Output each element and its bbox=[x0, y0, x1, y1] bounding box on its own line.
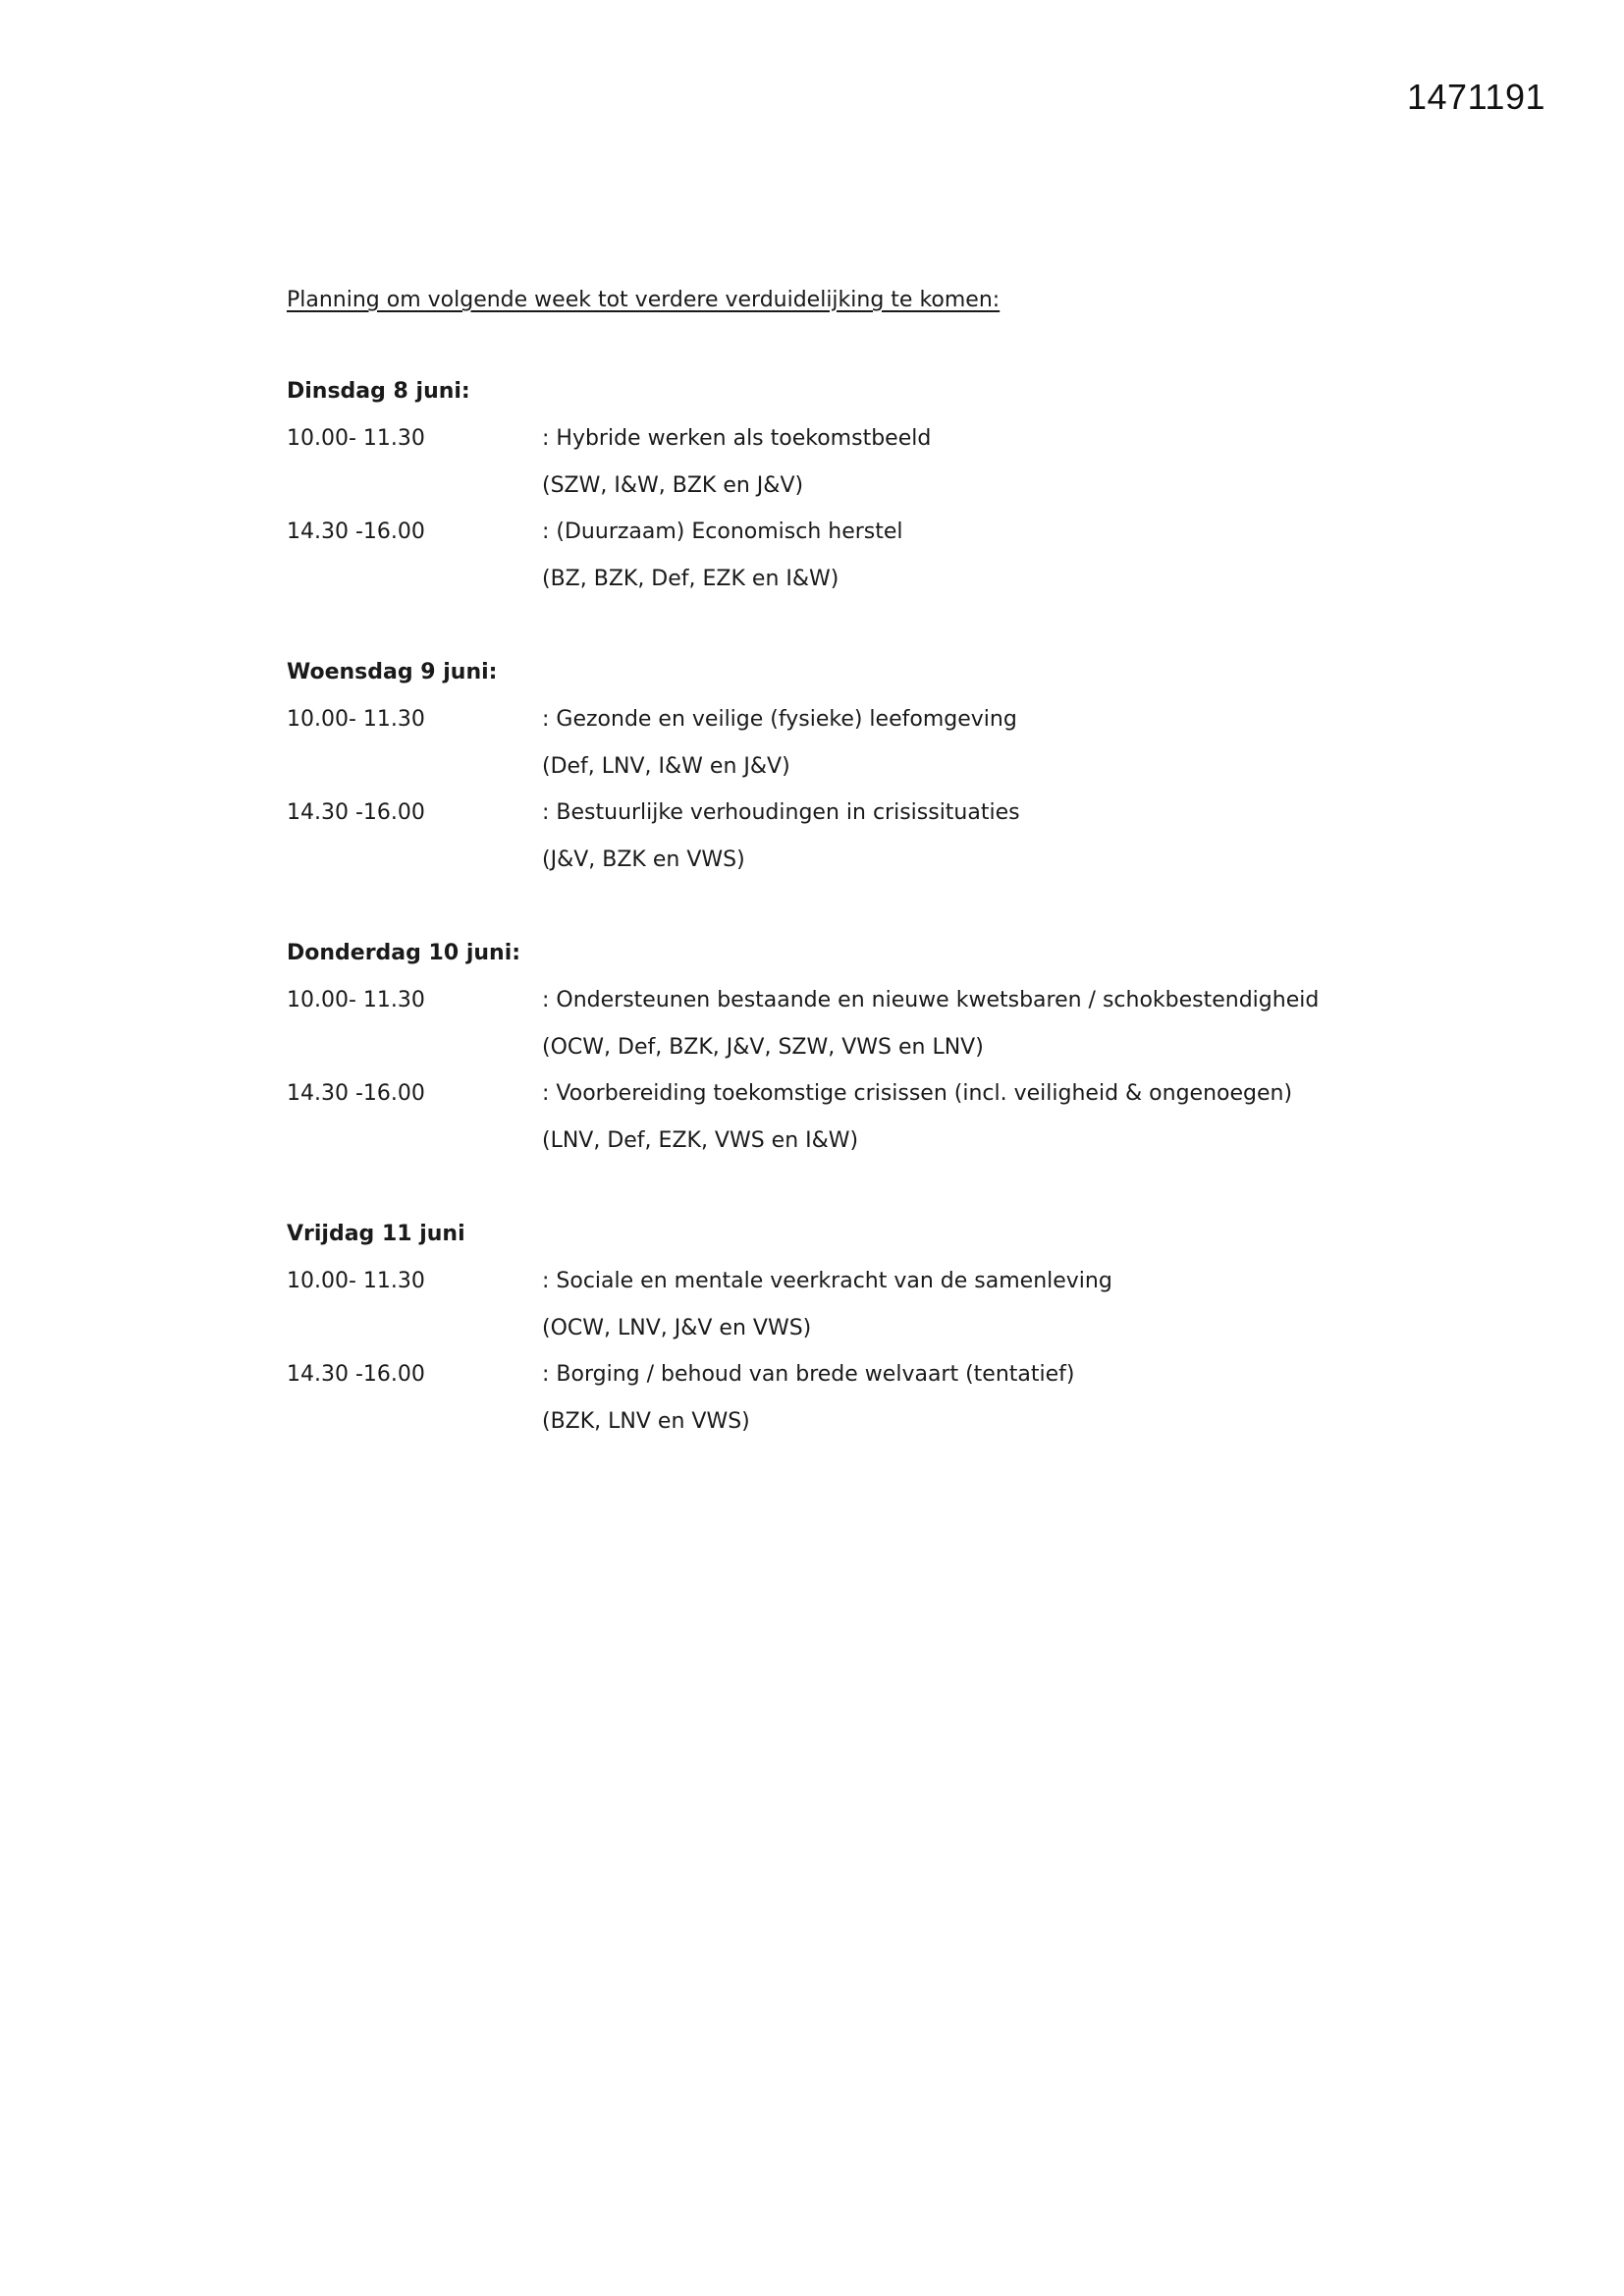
session-time: 14.30 -16.00 bbox=[287, 519, 425, 544]
session-row bbox=[287, 1357, 1465, 1404]
session-row bbox=[287, 515, 1465, 562]
indent-spacer bbox=[287, 1030, 542, 1076]
session-time: 10.00- 11.30 bbox=[287, 426, 425, 451]
session-time: 14.30 -16.00 bbox=[287, 1081, 425, 1106]
session-departments: (SZW, I&W, BZK en J&V) bbox=[542, 473, 804, 498]
session-departments: (OCW, LNV, J&V en VWS) bbox=[542, 1316, 812, 1340]
planning-intro: Planning om volgende week tot verdere verduidelijking te komen: bbox=[287, 288, 1001, 312]
day-title: Woensdag 9 juni: bbox=[287, 660, 498, 684]
session-topic: : Bestuurlijke verhoudingen in crisissituaties bbox=[542, 800, 1020, 825]
session-topic: : Hybride werken als toekomstbeeld bbox=[542, 426, 932, 451]
session-topic: : Ondersteunen bestaande en nieuwe kwetsbaren / schokbestendigheid bbox=[542, 988, 1320, 1012]
day-title: Vrijdag 11 juni bbox=[287, 1222, 465, 1246]
session-departments-row bbox=[287, 1311, 1465, 1357]
session-topic: : (Duurzaam) Economisch herstel bbox=[542, 519, 903, 544]
day-block-vrijdag bbox=[287, 1217, 1465, 1450]
session-departments-row bbox=[287, 843, 1465, 889]
session-row bbox=[287, 795, 1465, 843]
session-row bbox=[287, 1076, 1465, 1123]
session-departments-row bbox=[287, 1404, 1465, 1450]
session-departments: (BZ, BZK, Def, EZK en I&W) bbox=[542, 567, 839, 591]
session-row bbox=[287, 1264, 1465, 1311]
indent-spacer bbox=[287, 1123, 542, 1170]
session-departments-row bbox=[287, 1123, 1465, 1170]
day-title: Dinsdag 8 juni: bbox=[287, 379, 470, 404]
session-topic: : Gezonde en veilige (fysieke) leefomgeving bbox=[542, 707, 1017, 732]
session-topic: : Sociale en mentale veerkracht van de samenleving bbox=[542, 1269, 1112, 1293]
session-row bbox=[287, 983, 1465, 1030]
indent-spacer bbox=[287, 562, 542, 608]
day-block-dinsdag bbox=[287, 374, 1465, 608]
session-departments: (OCW, Def, BZK, J&V, SZW, VWS en LNV) bbox=[542, 1035, 984, 1060]
indent-spacer bbox=[287, 843, 542, 889]
session-departments-row bbox=[287, 562, 1465, 608]
session-topic: : Borging / behoud van brede welvaart (tentatief) bbox=[542, 1362, 1075, 1387]
session-topic: : Voorbereiding toekomstige crisissen (incl. veiligheid & ongenoegen) bbox=[542, 1081, 1293, 1106]
session-time: 14.30 -16.00 bbox=[287, 800, 425, 825]
session-departments-row bbox=[287, 749, 1465, 795]
indent-spacer bbox=[287, 749, 542, 795]
session-departments: (BZK, LNV en VWS) bbox=[542, 1409, 750, 1434]
day-block-donderdag bbox=[287, 936, 1465, 1170]
session-time: 10.00- 11.30 bbox=[287, 707, 425, 732]
document-number: 1471191 bbox=[1407, 77, 1545, 117]
indent-spacer bbox=[287, 1311, 542, 1357]
session-departments: (Def, LNV, I&W en J&V) bbox=[542, 754, 790, 779]
day-title: Donderdag 10 juni: bbox=[287, 941, 521, 965]
session-departments: (J&V, BZK en VWS) bbox=[542, 847, 745, 872]
session-time: 10.00- 11.30 bbox=[287, 1269, 425, 1293]
session-time: 14.30 -16.00 bbox=[287, 1362, 425, 1387]
session-departments: (LNV, Def, EZK, VWS en I&W) bbox=[542, 1128, 859, 1153]
session-row bbox=[287, 702, 1465, 749]
indent-spacer bbox=[287, 468, 542, 515]
session-departments-row bbox=[287, 1030, 1465, 1076]
planning-content bbox=[287, 283, 1465, 1498]
session-departments-row bbox=[287, 468, 1465, 515]
session-time: 10.00- 11.30 bbox=[287, 988, 425, 1012]
session-row bbox=[287, 421, 1465, 468]
indent-spacer bbox=[287, 1404, 542, 1450]
day-block-woensdag bbox=[287, 655, 1465, 889]
